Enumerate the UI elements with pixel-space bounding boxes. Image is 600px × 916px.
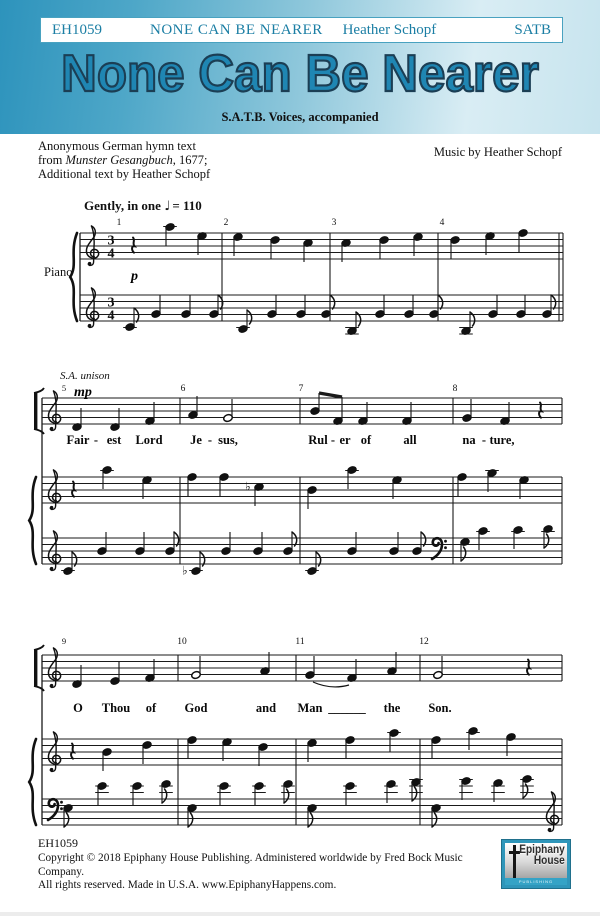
svg-text:O: O [73,701,83,715]
svg-text:Fair: Fair [66,433,90,447]
svg-text:Rul: Rul [308,433,328,447]
page-title: None Can Be Nearer [61,45,539,103]
svg-text:the: the [383,701,401,715]
svg-text:11: 11 [295,637,305,647]
quarter-note-icon: ♩ [164,199,171,214]
svg-text:6: 6 [180,384,186,394]
svg-text:-: - [207,433,213,447]
svg-text:7: 7 [298,384,304,394]
music-credit: Music by Heather Schopf [433,145,562,159]
text-credit-line1: Anonymous German hymn text [38,139,196,153]
header-composer: Heather Schopf [342,21,437,38]
text-credit [38,140,210,181]
tempo-marking: Gently, in one ♩ = 110 [84,198,202,214]
svg-text:and: and [255,701,277,715]
svg-text:2: 2 [223,218,229,228]
copyright-line1: Copyright © 2018 Epiphany House Publishing. Administered worldwide by Fred Bock Music Company. [38,852,463,878]
svg-text:1: 1 [116,218,122,228]
svg-text:Thou: Thou [101,701,131,715]
svg-text:______: ______ [328,701,366,715]
footer-catalog: EH1059 [38,836,78,850]
svg-text:-: - [330,433,336,447]
header-title-caps: NONE CAN BE NEARER [150,21,323,38]
svg-text:9: 9 [61,636,67,646]
publisher-logo [501,839,571,889]
svg-text:er: er [339,433,351,447]
svg-text:3: 3 [107,295,115,311]
header-band [0,0,600,134]
svg-text:p: p [131,269,138,284]
svg-text:8: 8 [452,384,458,394]
svg-text:10: 10 [177,637,187,647]
subtitle: S.A.T.B. Voices, accompanied [221,110,379,124]
svg-text:of: of [360,433,372,447]
svg-text:♭: ♭ [245,479,251,494]
svg-text:est: est [106,433,122,447]
publisher-logo-text: Epiphany House [519,844,565,867]
svg-text:Lord: Lord [135,433,163,447]
header-voicing: SATB [514,21,551,38]
svg-text:♭: ♭ [182,563,188,578]
svg-text:-: - [481,433,487,447]
music-system-1 [0,210,600,350]
source-title-italic: Munster Gesangbuch [65,152,173,167]
copyright-line2: All rights reserved. Made in U.S.A. www.EpiphanyHappens.com. [38,879,337,891]
svg-text:Son.: Son. [428,701,452,715]
header-bar [40,17,563,43]
svg-text:mp: mp [74,385,92,400]
page-bottom-edge [0,912,600,916]
svg-text:ture,: ture, [489,433,515,447]
copyright-notice [38,852,498,893]
svg-text:sus,: sus, [218,433,238,447]
publisher-logo-band: PUBLISHING [505,878,567,885]
music-system-3 [0,630,600,845]
catalog-number: EH1059 [52,21,102,38]
svg-text:4: 4 [439,218,445,228]
svg-text:3: 3 [331,218,337,228]
svg-text:God: God [184,701,208,715]
svg-text:-: - [93,433,99,447]
svg-text:4: 4 [107,308,115,324]
svg-text:na: na [462,433,476,447]
svg-text:S.A. unison: S.A. unison [60,370,110,382]
svg-text:5: 5 [61,383,67,393]
svg-text:12: 12 [419,637,429,647]
text-credit-line2: from Munster Gesangbuch, 1677; [38,152,208,167]
svg-text:of: of [145,701,157,715]
svg-text:Je: Je [190,433,202,447]
svg-text:3: 3 [107,233,115,249]
text-credit-line3: Additional text by Heather Schopf [38,166,211,181]
svg-text:Piano: Piano [44,265,73,279]
cross-icon [513,845,516,878]
svg-text:all: all [403,433,417,447]
svg-text:Man: Man [297,701,323,715]
music-system-2 [0,360,600,590]
svg-text:4: 4 [107,246,115,262]
